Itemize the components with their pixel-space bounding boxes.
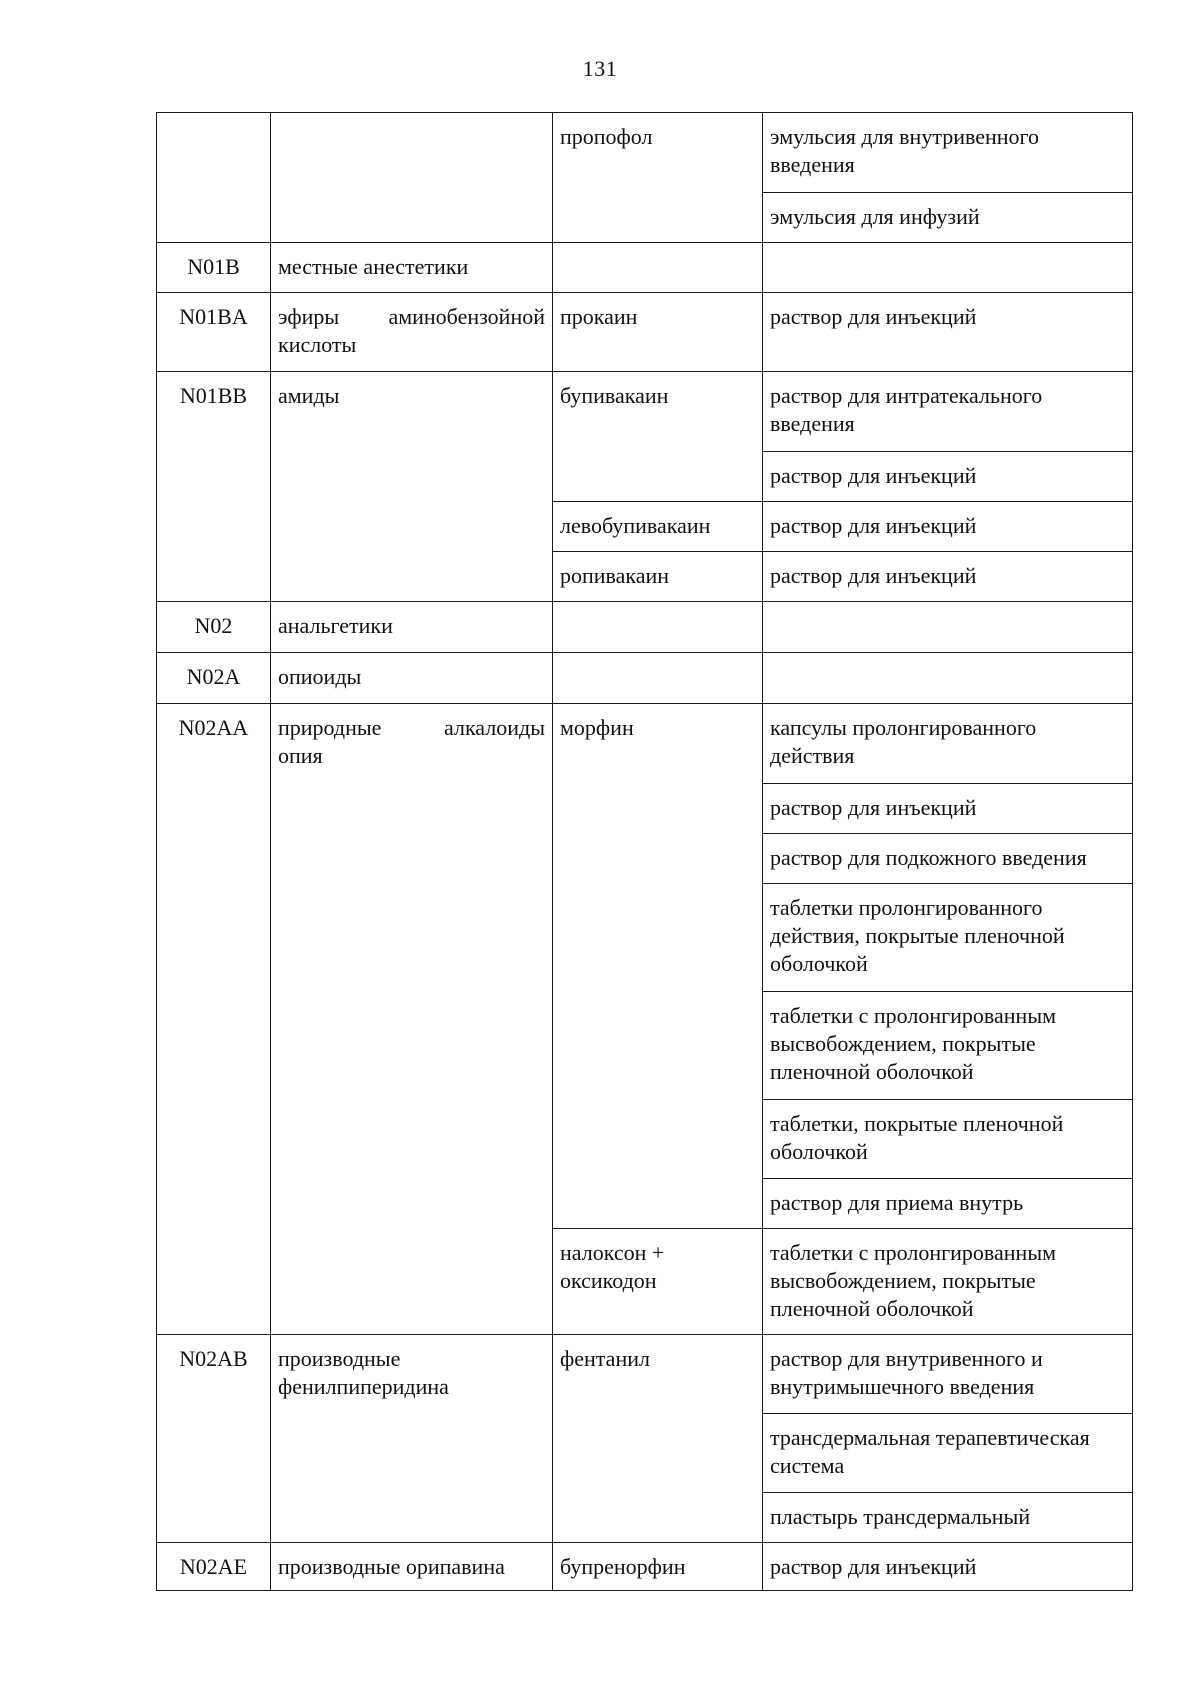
drug-name-cell: бупивакаин [553, 372, 763, 502]
atc-code-cell: N01B [157, 243, 271, 293]
group-name-cell: производные орипавина [271, 1543, 553, 1591]
table-row [157, 653, 1133, 704]
atc-code-cell: N02AA [157, 704, 271, 1335]
drug-name-cell: ропивакаин [553, 552, 763, 602]
table-row [157, 1335, 1133, 1414]
drug-name-cell: морфин [553, 704, 763, 1229]
group-name-line: опия [278, 743, 323, 768]
drug-name-cell [553, 243, 763, 293]
group-name-cell: амиды [271, 372, 553, 602]
group-name-cell [271, 113, 553, 243]
table-row [157, 602, 1133, 653]
atc-code-cell [157, 113, 271, 243]
drug-name-cell [553, 653, 763, 704]
dosage-form-cell: раствор для инъекций [763, 502, 1133, 552]
drug-name-cell: бупренорфин [553, 1543, 763, 1591]
table-row [157, 243, 1133, 293]
group-name-line [278, 714, 545, 742]
drug-name-cell: налоксон + оксикодон [553, 1229, 763, 1335]
drug-table [156, 112, 1133, 1591]
dosage-form-cell: раствор для подкожного введения [763, 834, 1133, 884]
atc-code-cell: N01BB [157, 372, 271, 602]
dosage-form-cell: таблетки с пролонгированным высвобождением, покрытые пленочной оболочкой [763, 1229, 1133, 1335]
group-name-word: эфиры [278, 304, 340, 329]
dosage-form-cell [763, 602, 1133, 653]
drug-name-cell: прокаин [553, 293, 763, 372]
dosage-form-cell: капсулы пролонгированного действия [763, 704, 1133, 784]
dosage-form-cell: таблетки пролонгированного действия, покрытые пленочной оболочкой [763, 884, 1133, 992]
table-row [157, 704, 1133, 784]
dosage-form-cell: раствор для приема внутрь [763, 1179, 1133, 1229]
drug-name-cell [553, 602, 763, 653]
dosage-form-cell: раствор для инъекций [763, 452, 1133, 502]
dosage-form-cell: раствор для инъекций [763, 552, 1133, 602]
drug-name-cell: пропофол [553, 113, 763, 243]
dosage-form-cell: пластырь трансдермальный [763, 1493, 1133, 1543]
group-name-cell: анальгетики [271, 602, 553, 653]
page-number: 131 [582, 56, 618, 81]
atc-code-cell: N02A [157, 653, 271, 704]
dosage-form-cell: эмульсия для внутривенного введения [763, 113, 1133, 193]
group-name-cell [271, 293, 553, 372]
dosage-form-cell: раствор для внутривенного и внутримышечного введения [763, 1335, 1133, 1414]
dosage-form-cell: трансдермальная терапевтическая система [763, 1414, 1133, 1493]
dosage-form-cell: раствор для инъекций [763, 293, 1133, 372]
group-name-word: природные [278, 715, 382, 740]
group-name-cell: производные фенилпиперидина [271, 1335, 553, 1543]
dosage-form-cell: таблетки, покрытые пленочной оболочкой [763, 1100, 1133, 1179]
drug-name-cell: левобупивакаин [553, 502, 763, 552]
group-name-cell [271, 704, 553, 1335]
drug-name-cell: фентанил [553, 1335, 763, 1543]
group-name-line: кислоты [278, 332, 357, 357]
group-name-word: алкалоиды [444, 715, 545, 740]
group-name-line [278, 303, 545, 331]
table-row [157, 293, 1133, 372]
group-name-cell: местные анестетики [271, 243, 553, 293]
atc-code-cell: N02AE [157, 1543, 271, 1591]
table-row [157, 372, 1133, 452]
atc-code-cell: N02AB [157, 1335, 271, 1543]
atc-code-cell: N01BA [157, 293, 271, 372]
dosage-form-cell: раствор для инъекций [763, 784, 1133, 834]
dosage-form-cell [763, 243, 1133, 293]
group-name-cell: опиоиды [271, 653, 553, 704]
dosage-form-cell: раствор для интратекального введения [763, 372, 1133, 452]
dosage-form-cell: таблетки с пролонгированным высвобождением, покрытые пленочной оболочкой [763, 992, 1133, 1100]
table-row [157, 113, 1133, 193]
dosage-form-cell: эмульсия для инфузий [763, 193, 1133, 243]
atc-code-cell: N02 [157, 602, 271, 653]
table-row [157, 1543, 1133, 1591]
dosage-form-cell: раствор для инъекций [763, 1543, 1133, 1591]
group-name-word: аминобензойной [388, 304, 545, 329]
dosage-form-cell [763, 653, 1133, 704]
